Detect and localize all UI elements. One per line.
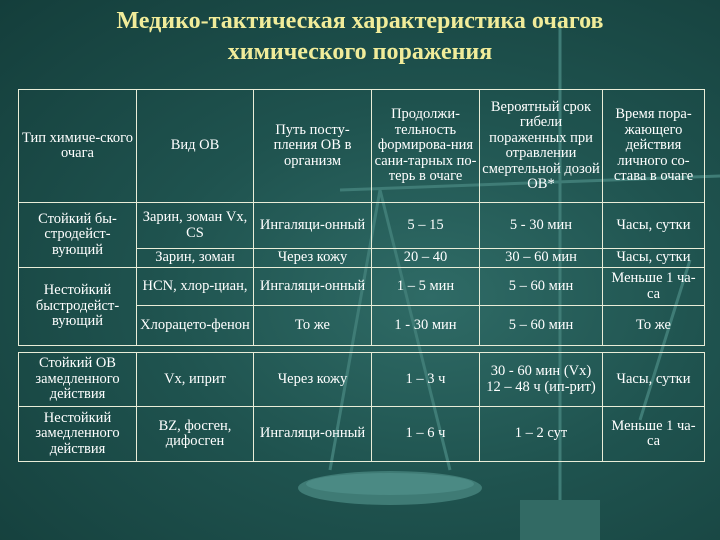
table-cell: 5 – 60 мин: [480, 268, 603, 306]
table-cell: 1 – 2 сут: [480, 407, 603, 462]
header-cell-agent-type: Вид ОВ: [137, 90, 254, 203]
table-cell: Зарин, зоман Vx, CS: [137, 203, 254, 249]
table-cell: Через кожу: [254, 353, 372, 407]
table-spacer: [19, 346, 705, 353]
table-header-row: [19, 90, 705, 203]
table-cell: Ингаляци-онный: [254, 268, 372, 306]
table-cell: 1 – 6 ч: [372, 407, 480, 462]
table-cell: Зарин, зоман: [137, 249, 254, 268]
table-cell: Часы, сутки: [603, 203, 705, 249]
table-cell: Vx, иприт: [137, 353, 254, 407]
table-cell: Часы, сутки: [603, 353, 705, 407]
header-cell-loss-duration: Продолжи-тельность формирова-ния сани-тарных по-терь в очаге: [372, 90, 480, 203]
table-cell: Нестойкий быстродейст-вующий: [19, 268, 137, 346]
table-cell: 5 - 30 мин: [480, 203, 603, 249]
table-cell: То же: [254, 306, 372, 346]
header-cell-focus-type: Тип химиче-ского очага: [19, 90, 137, 203]
table-cell: Через кожу: [254, 249, 372, 268]
header-cell-entry-route: Путь посту-пления ОВ в организм: [254, 90, 372, 203]
table-cell: Ингаляци-онный: [254, 407, 372, 462]
slide-title: [0, 6, 720, 68]
slide-title-line-1: Медико-тактическая характеристика очагов: [116, 8, 604, 34]
header-cell-death-time: Вероятный срок гибели пораженных при отравлении смертельной дозой ОВ*: [480, 90, 603, 203]
table-cell: Меньше 1 ча-са: [603, 268, 705, 306]
table-cell: 30 – 60 мин: [480, 249, 603, 268]
table-cell: HCN, хлор-циан,: [137, 268, 254, 306]
table-cell: Часы, сутки: [603, 249, 705, 268]
table-cell: 5 – 60 мин: [480, 306, 603, 346]
table-cell: 1 – 3 ч: [372, 353, 480, 407]
table-row: [19, 407, 705, 462]
chemical-lesion-table: [18, 89, 705, 462]
table-cell: 1 - 30 мин: [372, 306, 480, 346]
table-cell: Стойкий ОВ замедленного действия: [19, 353, 137, 407]
table-cell: BZ, фосген, дифосген: [137, 407, 254, 462]
table-cell: То же: [603, 306, 705, 346]
table-cell: 1 – 5 мин: [372, 268, 480, 306]
header-cell-effect-time: Время пора-жающего действия личного со-става в очаге: [603, 90, 705, 203]
table-row: [19, 353, 705, 407]
table-cell: Ингаляци-онный: [254, 203, 372, 249]
table-cell: Стойкий бы-стродейст-вующий: [19, 203, 137, 268]
table-cell: Меньше 1 ча-са: [603, 407, 705, 462]
table-cell: 30 - 60 мин (Vx) 12 – 48 ч (ип-рит): [480, 353, 603, 407]
table-spacer-row: [19, 346, 705, 353]
table-cell: Хлорацето-фенон: [137, 306, 254, 346]
slide-title-line-2: химического поражения: [227, 39, 493, 65]
table-cell: 20 – 40: [372, 249, 480, 268]
table-cell: Нестойкий замедленного действия: [19, 407, 137, 462]
table-cell: 5 – 15: [372, 203, 480, 249]
table-row: [19, 203, 705, 249]
table-row: [19, 268, 705, 306]
